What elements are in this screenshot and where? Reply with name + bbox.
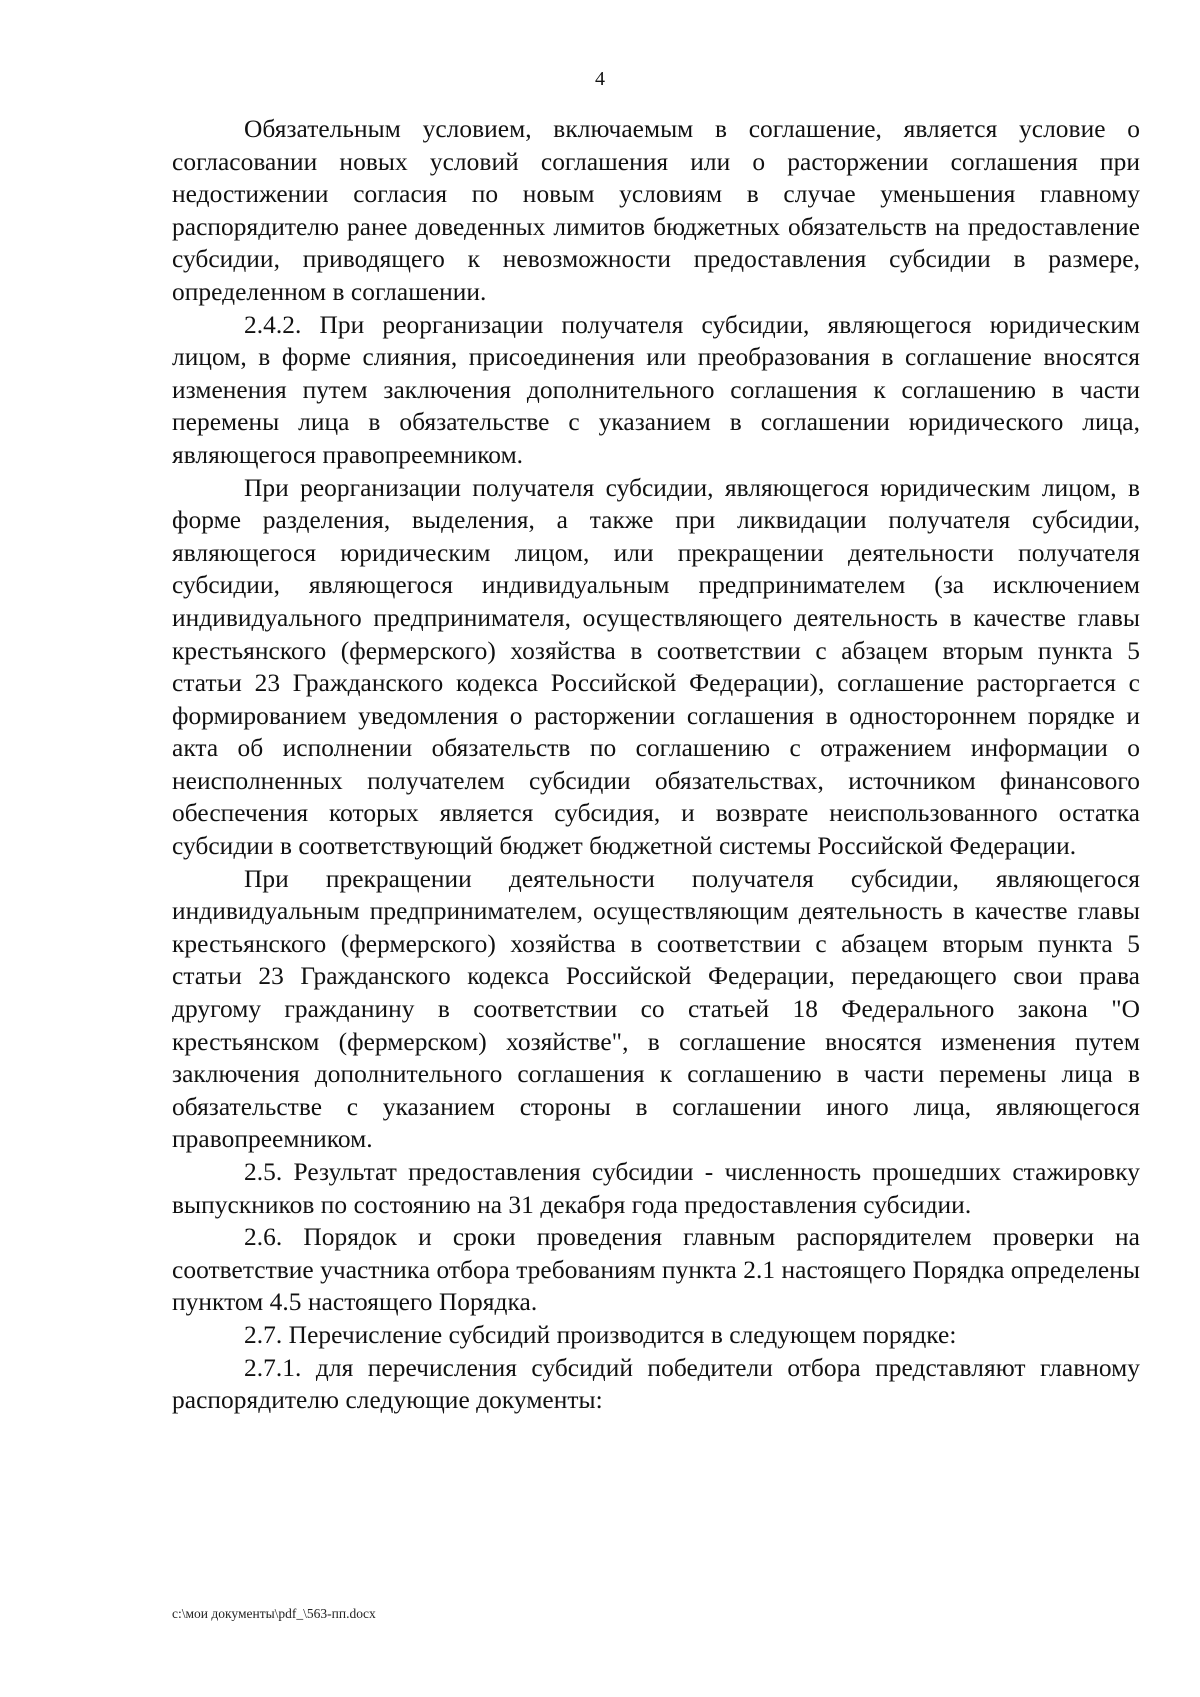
paragraph-2-7-1: 2.7.1. для перечисления субсидий победители отбора представляют главному распорядителю следующие документы: <box>172 1353 1140 1415</box>
paragraph-reorganization-division: При реорганизации получателя субсидии, являющегося юридическим лицом, в форме разделения, выделения, а также при ликвидации получателя субсидии, являющегося юридическим лицом, или прекращении деятельности получателя субсидии, являющегося индивидуальным предпринимателем (за исключением индивидуального предпринимателя, осуществляющего деятельность в качестве главы крестьянского (фермерского) хозяйства в соответствии с абзацем вторым пункта 5 статьи 23 Гражданского кодекса Российской Федерации), соглашение расторгается с формированием уведомления о расторжении соглашения в одностороннем порядке и акта об исполнении обязательств по соглашению с отражением информации о неисполненных получателем субсидии обязательствах, источником финансового обеспечения которых является субсидия, и возврате неиспользованного остатка субсидии в соответствующий бюджет бюджетной системы Российской Федерации. <box>172 473 1140 861</box>
paragraph-2-7: 2.7. Перечисление субсидий производится в следующем порядке: <box>244 1320 957 1349</box>
paragraph-2-5: 2.5. Результат предоставления субсидии - численность прошедших стажировку выпускников по состоянию на 31 декабря года предоставления субсидии. <box>172 1158 1140 1219</box>
paragraph-2-4-2: 2.4.2. При реорганизации получателя субсидии, являющегося юридическим лицом, в форме слияния, присоединения или преобразования в соглашение вносятся изменения путем заключения дополнительного соглашения к соглашению в части перемены лица в обязательстве с указанием в соглашении юридического лица, являющегося правопреемником. <box>172 310 1140 469</box>
footer-file-path: c:\мои документы\pdf_\563-пп.docx <box>172 1606 376 1621</box>
paragraph-2-6: 2.6. Порядок и сроки проведения главным распорядителем проверки на соответствие участника отбора требованиям пункта 2.1 настоящего Порядка определены пунктом 4.5 настоящего Порядка. <box>172 1223 1140 1317</box>
paragraph-mandatory-condition: Обязательным условием, включаемым в соглашение, является условие о согласовании новых условий соглашения или о расторжении соглашения при недостижении согласия по новым условиям в случае уменьшения главному распорядителю ранее доведенных лимитов бюджетных обязательств на предоставление субсидии, приводящего к невозможности предоставления субсидии в размере, определенном в соглашении. <box>172 115 1140 306</box>
document-body <box>172 113 1140 1417</box>
page-number: 4 <box>595 68 605 90</box>
paragraph-termination-entrepreneur: При прекращении деятельности получателя субсидии, являющегося индивидуальным предпринимателем, осуществляющим деятельность в качестве главы крестьянского (фермерского) хозяйства в соответствии с абзацем вторым пункта 5 статьи 23 Гражданского кодекса Российской Федерации, передающего свои права другому гражданину в соответствии со статьей 18 Федерального закона "О крестьянском (фермерском) хозяйстве", в соглашение вносятся изменения путем заключения дополнительного соглашения к соглашению в части перемены лица в обязательстве с указанием стороны в соглашении иного лица, являющегося правопреемником. <box>172 864 1140 1154</box>
